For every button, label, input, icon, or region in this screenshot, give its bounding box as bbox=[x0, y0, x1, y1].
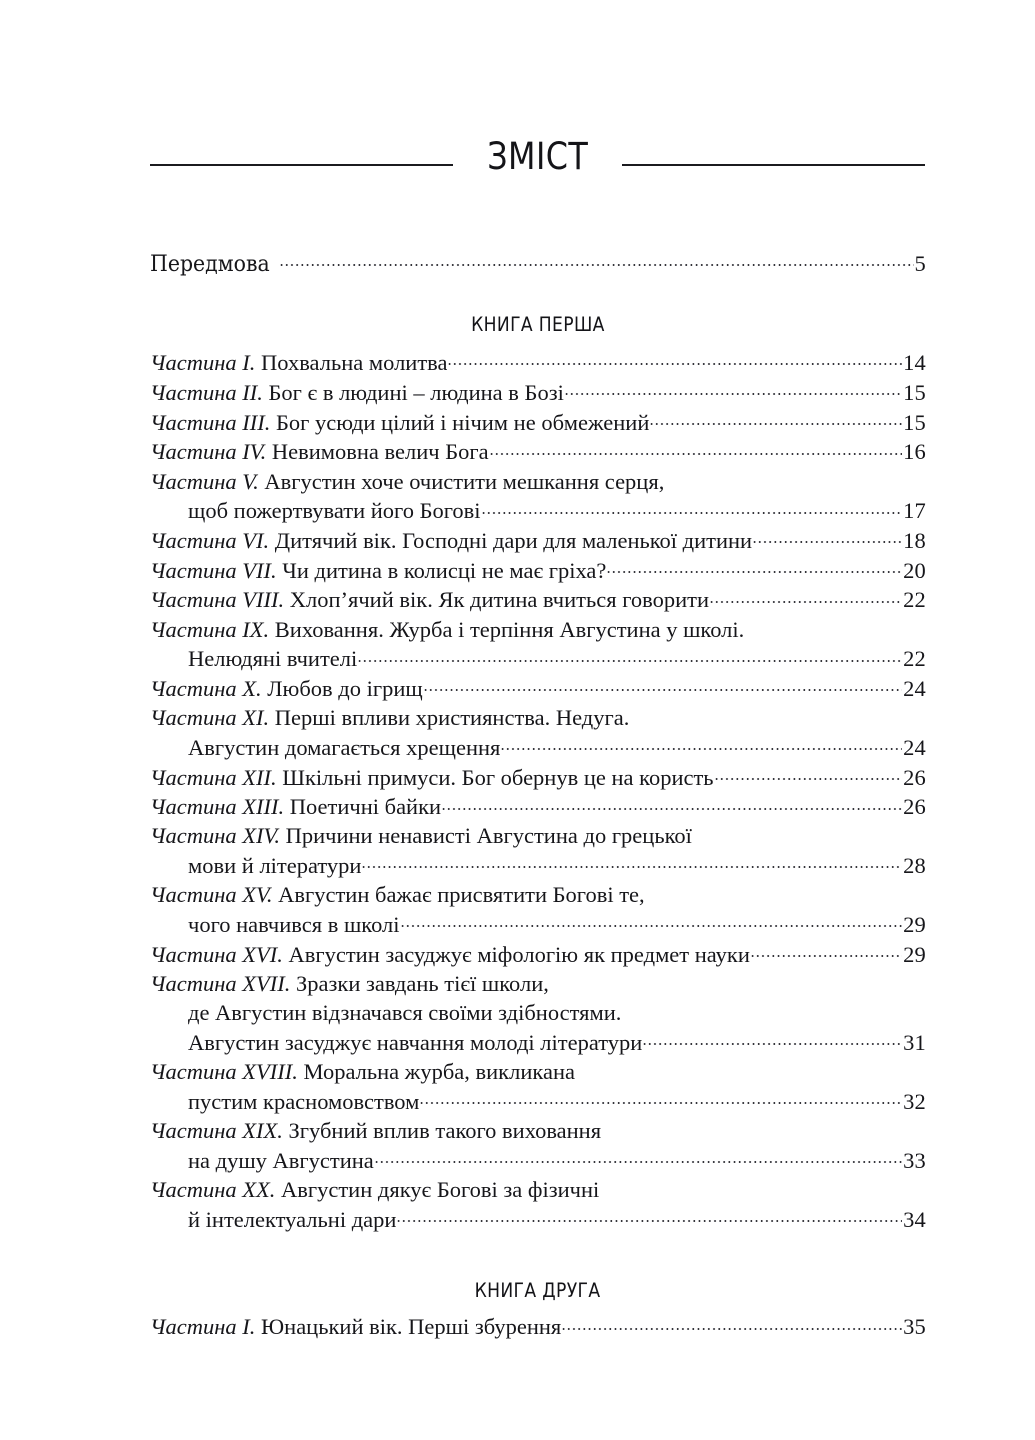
toc-page-number: 32 bbox=[903, 1088, 926, 1114]
toc-page-number: 26 bbox=[903, 794, 926, 820]
toc-entry-text bbox=[150, 703, 629, 732]
toc-entry-part-label: Частина VII. bbox=[150, 557, 283, 583]
toc-entry-title: Августин засуджує навчання молоді літератури bbox=[188, 1029, 643, 1055]
toc-entry[interactable] bbox=[150, 939, 926, 969]
toc-entry-title: на душу Августина bbox=[188, 1147, 374, 1173]
toc-entry-part-label: Частина XV. bbox=[150, 882, 279, 908]
toc-entry-title: мови й літератури bbox=[188, 853, 362, 879]
toc-entry-title: Юнацький вік. Перші збурення bbox=[261, 1314, 562, 1340]
book-heading bbox=[150, 313, 926, 336]
toc-entry-part-label: Частина IV. bbox=[150, 439, 272, 465]
toc-entry[interactable] bbox=[150, 762, 926, 792]
toc-entry-title: Хлоп’ячий вік. Як дитина вчиться говорити bbox=[289, 587, 709, 613]
toc-entry-text bbox=[150, 910, 400, 939]
leader-dots bbox=[361, 851, 902, 874]
toc-entry-title: де Августин відзначався своїми здібностями. bbox=[188, 1000, 622, 1026]
toc-entry[interactable] bbox=[150, 673, 926, 703]
toc-page-number: 26 bbox=[903, 764, 926, 790]
toc-entry-text bbox=[150, 1028, 642, 1057]
spacer bbox=[150, 279, 926, 313]
toc-entry-title: Нелюдяні вчителі bbox=[188, 646, 358, 672]
toc-entry-text bbox=[150, 1087, 419, 1116]
toc-entry-text bbox=[150, 1116, 601, 1145]
toc-entry-part-label: Частина I. bbox=[150, 350, 262, 376]
toc-page-number: 29 bbox=[903, 912, 926, 938]
toc-entry-line bbox=[150, 555, 926, 585]
toc-entry-title: Згубний вплив такого виховання bbox=[288, 1117, 602, 1143]
leader-dots bbox=[481, 496, 903, 519]
toc-entry-line bbox=[150, 585, 926, 615]
toc-entry-title: Августин хоче очистити мешкання серця, bbox=[264, 468, 665, 494]
toc-entry-line bbox=[150, 1027, 926, 1057]
toc-entry-line bbox=[150, 732, 926, 762]
toc-entry-title: Дитячий вік. Господні дари для маленької дитини bbox=[274, 527, 753, 553]
toc-entry-title: Любов до ігрищ bbox=[267, 675, 423, 701]
leader-dots bbox=[423, 673, 902, 696]
toc-page-number: 22 bbox=[903, 646, 926, 672]
toc-entry-line bbox=[150, 939, 926, 969]
toc-entry-title: Перші впливи християнства. Недуга. bbox=[274, 705, 630, 731]
toc-entry-text bbox=[150, 644, 357, 673]
toc-entry-title: Передмова bbox=[150, 251, 270, 277]
toc-entry-title: Августин бажає присвятити Богові те, bbox=[278, 882, 645, 908]
toc-entry-title: Августин домагається хрещення bbox=[188, 734, 501, 760]
toc-entry-text bbox=[150, 408, 649, 437]
toc-entry[interactable] bbox=[150, 407, 926, 437]
toc-entry[interactable] bbox=[150, 1057, 926, 1116]
toc-entry-line bbox=[150, 673, 926, 703]
leader-dots bbox=[606, 555, 902, 578]
toc-entry-text bbox=[150, 821, 692, 850]
toc-page-number: 24 bbox=[903, 675, 926, 701]
toc-page-number: 31 bbox=[903, 1029, 926, 1055]
toc-entry[interactable] bbox=[150, 555, 926, 585]
toc-entry-text bbox=[150, 674, 423, 703]
toc-page-number: 22 bbox=[903, 587, 926, 613]
toc-entry-title: Виховання. Журба і терпіння Августина у школі. bbox=[274, 616, 745, 642]
toc-entry-line bbox=[150, 407, 926, 437]
toc-entry-line bbox=[150, 437, 926, 467]
toc-entry[interactable] bbox=[150, 703, 926, 762]
leader-dots bbox=[714, 762, 903, 785]
toc-page-number: 18 bbox=[903, 527, 926, 553]
toc-entry-text bbox=[150, 763, 714, 792]
toc-entry-title: Бог є в людині – людина в Бозі bbox=[268, 379, 564, 405]
toc-entry-line bbox=[150, 1312, 926, 1342]
toc-entry-text bbox=[150, 467, 664, 496]
toc-entry-text bbox=[150, 1175, 599, 1204]
toc-entry-title: Августин дякує Богові за фізичні bbox=[281, 1176, 600, 1202]
toc-page-number: 20 bbox=[903, 557, 926, 583]
leader-dots bbox=[500, 732, 902, 755]
toc-entry-part-label: Частина VIII. bbox=[150, 587, 290, 613]
toc-entry-line bbox=[150, 969, 926, 998]
spacer bbox=[150, 1234, 926, 1279]
leader-dots bbox=[709, 585, 902, 608]
leader-dots bbox=[279, 248, 914, 271]
toc-entry[interactable] bbox=[150, 525, 926, 555]
toc-entry-line bbox=[150, 644, 926, 674]
toc-entry-title: Невимовна велич Бога bbox=[271, 439, 489, 465]
toc-entry-line bbox=[150, 1086, 926, 1116]
leader-dots bbox=[419, 1086, 902, 1109]
toc-entry-line bbox=[150, 377, 926, 407]
toc-entry-title: Причини ненависті Августина до грецької bbox=[285, 823, 692, 849]
toc-entry-part-label: Частина XIX. bbox=[150, 1117, 289, 1143]
toc-entry-text bbox=[150, 496, 481, 525]
toc-page-number: 16 bbox=[903, 439, 926, 465]
toc-entry-part-label: Частина II. bbox=[150, 379, 269, 405]
book-heading-text: КНИГА ПЕРША bbox=[471, 312, 605, 336]
toc-entry-title: Августин засуджує міфологію як предмет науки bbox=[288, 941, 750, 967]
toc-entry-part-label: Частина XX. bbox=[150, 1176, 282, 1202]
toc-entry-text bbox=[150, 1057, 575, 1086]
toc-entry-part-label: Частина XI. bbox=[150, 705, 275, 731]
toc-entry-part-label: Частина XVII. bbox=[150, 970, 296, 996]
toc-page-number: 15 bbox=[903, 379, 926, 405]
toc-entry-part-label: Частина V. bbox=[150, 468, 265, 494]
spacer bbox=[150, 336, 926, 348]
toc-entry-text bbox=[150, 733, 500, 762]
title-rule-left bbox=[150, 164, 453, 166]
toc-entry-part-label: Частина I. bbox=[150, 1314, 262, 1340]
toc-entry-line bbox=[150, 910, 926, 940]
toc-entry-line bbox=[150, 1057, 926, 1086]
leader-dots bbox=[649, 407, 902, 430]
toc-entry-text bbox=[150, 615, 744, 644]
table-of-contents bbox=[150, 248, 926, 1342]
toc-entry-title: й інтелектуальні дари bbox=[188, 1206, 397, 1232]
spacer bbox=[150, 1302, 926, 1312]
toc-entry-line bbox=[150, 248, 926, 279]
toc-entry-line bbox=[150, 1175, 926, 1204]
toc-entry-preface[interactable] bbox=[150, 248, 926, 279]
toc-entry-title: Чи дитина в колисці не має гріха? bbox=[282, 557, 607, 583]
toc-page-number: 17 bbox=[903, 498, 926, 524]
toc-entry-text bbox=[150, 792, 441, 821]
toc-entry-line bbox=[150, 792, 926, 822]
toc-entry[interactable] bbox=[150, 1175, 926, 1234]
toc-entry-title: щоб пожертвувати його Богові bbox=[188, 498, 481, 524]
toc-entry-text bbox=[150, 1146, 374, 1175]
toc-page-number: 34 bbox=[903, 1206, 926, 1232]
toc-entry-text bbox=[150, 1312, 561, 1341]
book-heading bbox=[150, 1279, 926, 1302]
toc-entry-title: чого навчився в школі bbox=[188, 912, 400, 938]
toc-entry-title: Бог усюди цілий і нічим не обмежений bbox=[276, 409, 650, 435]
toc-entry[interactable] bbox=[150, 792, 926, 822]
toc-entry-text bbox=[150, 526, 752, 555]
toc-entry[interactable] bbox=[150, 585, 926, 615]
toc-entry-line bbox=[150, 467, 926, 496]
toc-entry-part-label: Частина VI. bbox=[150, 527, 275, 553]
toc-entry-text bbox=[150, 880, 645, 909]
toc-entry-text bbox=[150, 969, 549, 998]
toc-entry[interactable] bbox=[150, 377, 926, 407]
toc-entry-part-label: Частина XIV. bbox=[150, 823, 286, 849]
toc-entry-line bbox=[150, 496, 926, 526]
toc-entry-line bbox=[150, 851, 926, 881]
page-title-block bbox=[150, 133, 925, 179]
toc-entry-text bbox=[150, 348, 447, 377]
toc-entry-part-label: Частина XII. bbox=[150, 764, 283, 790]
toc-page-number: 35 bbox=[903, 1314, 926, 1340]
toc-entry-part-label: Частина XVIII. bbox=[150, 1059, 304, 1085]
toc-entry-line bbox=[150, 1204, 926, 1234]
toc-entry-line bbox=[150, 1116, 926, 1145]
toc-entry-part-label: Частина IX. bbox=[150, 616, 275, 642]
toc-entry-line bbox=[150, 821, 926, 850]
book-heading-text: КНИГА ДРУГА bbox=[475, 1278, 601, 1302]
toc-entry-line bbox=[150, 348, 926, 378]
toc-entry-title: Шкільні примуси. Бог обернув це на користь bbox=[282, 764, 714, 790]
toc-entry-line bbox=[150, 525, 926, 555]
toc-entry-text bbox=[150, 940, 750, 969]
toc-entry-text bbox=[150, 556, 606, 585]
toc-page-number: 28 bbox=[903, 853, 926, 879]
toc-entry[interactable] bbox=[150, 615, 926, 674]
toc-entry[interactable] bbox=[150, 1116, 926, 1175]
leader-dots bbox=[564, 377, 902, 400]
toc-entry-line bbox=[150, 762, 926, 792]
title-rule-right bbox=[622, 164, 925, 166]
leader-dots bbox=[374, 1145, 902, 1168]
toc-entry-title: Похвальна молитва bbox=[261, 350, 448, 376]
toc-entry-text bbox=[150, 378, 564, 407]
toc-entry-title: Зразки завдань тієї школи, bbox=[296, 970, 549, 996]
toc-entry[interactable] bbox=[150, 1312, 926, 1342]
toc-entry-line bbox=[150, 998, 926, 1027]
leader-dots bbox=[750, 939, 902, 962]
toc-page-number: 29 bbox=[903, 941, 926, 967]
toc-entry[interactable] bbox=[150, 969, 926, 1057]
page-title: ЗМІСТ bbox=[486, 134, 589, 178]
leader-dots bbox=[396, 1204, 902, 1227]
toc-entry-text bbox=[150, 585, 709, 614]
toc-page-number: 5 bbox=[914, 250, 926, 276]
toc-entry-line bbox=[150, 703, 926, 732]
toc-entry-text bbox=[150, 1205, 396, 1234]
toc-entry-part-label: Частина XIII. bbox=[150, 794, 290, 820]
toc-entry[interactable] bbox=[150, 821, 926, 880]
toc-entry-text bbox=[150, 250, 270, 279]
toc-entry-title: Моральна журба, викликана bbox=[303, 1059, 575, 1085]
leader-dots bbox=[642, 1027, 902, 1050]
toc-page-number: 24 bbox=[903, 734, 926, 760]
leader-dots bbox=[489, 437, 902, 460]
toc-entry-line bbox=[150, 615, 926, 644]
leader-dots bbox=[752, 525, 902, 548]
toc-entry[interactable] bbox=[150, 437, 926, 467]
toc-entry-line bbox=[150, 1145, 926, 1175]
toc-entry-title: пустим красномовством bbox=[188, 1088, 420, 1114]
leader-dots bbox=[447, 348, 902, 371]
toc-entry-part-label: Частина XVI. bbox=[150, 941, 289, 967]
toc-page-number: 33 bbox=[903, 1147, 926, 1173]
toc-entry-text bbox=[150, 437, 489, 466]
toc-entry-text bbox=[150, 998, 621, 1027]
toc-entry-title: Поетичні байки bbox=[289, 794, 442, 820]
leader-dots bbox=[400, 910, 903, 933]
toc-entry[interactable] bbox=[150, 467, 926, 526]
toc-entry-text bbox=[150, 851, 361, 880]
toc-page-number: 14 bbox=[903, 350, 926, 376]
leader-dots bbox=[357, 644, 902, 667]
leader-dots bbox=[441, 792, 902, 815]
toc-entry-part-label: Частина III. bbox=[150, 409, 277, 435]
toc-entry[interactable] bbox=[150, 348, 926, 378]
toc-page-number: 15 bbox=[903, 409, 926, 435]
toc-entry[interactable] bbox=[150, 880, 926, 939]
toc-entry-part-label: Частина X. bbox=[150, 675, 268, 701]
toc-entry-line bbox=[150, 880, 926, 909]
leader-dots bbox=[561, 1312, 902, 1335]
